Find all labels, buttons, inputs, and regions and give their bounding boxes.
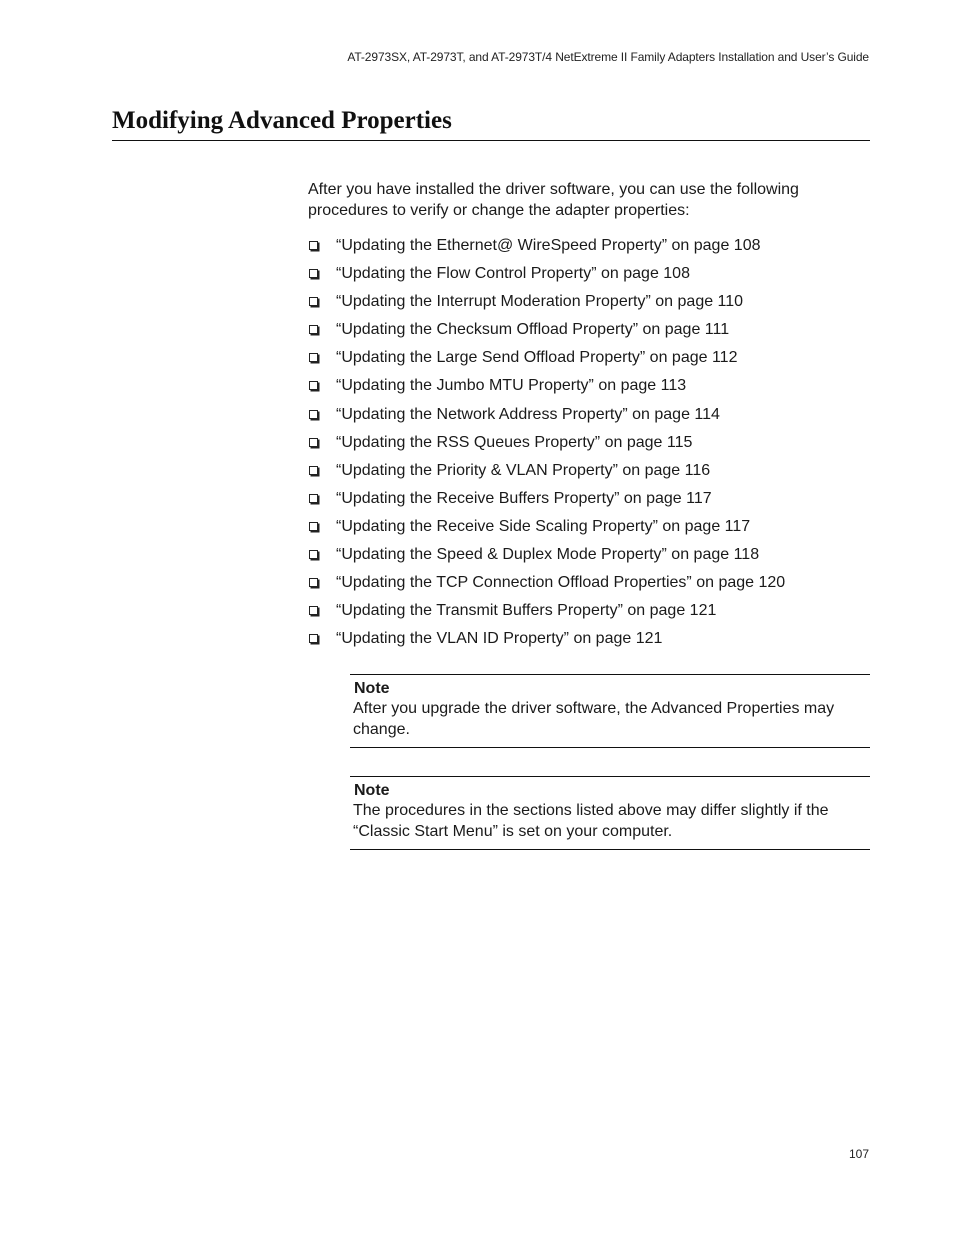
- checkbox-bullet-icon: [309, 578, 318, 587]
- procedure-link[interactable]: “Updating the Receive Buffers Property” on page 117: [336, 489, 712, 507]
- procedure-link[interactable]: “Updating the Large Send Offload Property” on page 112: [336, 349, 738, 367]
- procedure-item[interactable]: [308, 405, 868, 433]
- checkbox-bullet-icon: [309, 438, 318, 447]
- procedure-item[interactable]: [308, 433, 868, 461]
- checkbox-bullet-icon: [309, 269, 318, 278]
- procedure-item[interactable]: [308, 264, 868, 292]
- procedure-item[interactable]: [308, 489, 868, 517]
- procedure-item[interactable]: [308, 629, 868, 657]
- note-heading: Note: [354, 680, 390, 697]
- procedure-link[interactable]: “Updating the Jumbo MTU Property” on page 113: [336, 377, 687, 395]
- procedure-link[interactable]: “Updating the Network Address Property” on page 114: [336, 405, 720, 423]
- note-heading: Note: [354, 782, 390, 799]
- procedure-link[interactable]: “Updating the Checksum Offload Property” on page 111: [336, 321, 730, 339]
- checkbox-bullet-icon: [309, 381, 318, 390]
- checkbox-bullet-icon: [309, 522, 318, 531]
- procedure-item[interactable]: [308, 348, 868, 376]
- procedure-link[interactable]: “Updating the Priority & VLAN Property” on page 116: [336, 461, 711, 479]
- title-rule: [112, 140, 870, 141]
- checkbox-bullet-icon: [309, 550, 318, 559]
- checkbox-bullet-icon: [309, 410, 318, 419]
- checkbox-bullet-icon: [309, 353, 318, 362]
- procedure-item[interactable]: [308, 601, 868, 629]
- procedure-item[interactable]: [308, 461, 868, 489]
- checkbox-bullet-icon: [309, 634, 318, 643]
- procedure-item[interactable]: [308, 573, 868, 601]
- procedure-link[interactable]: “Updating the Interrupt Moderation Property” on page 110: [336, 293, 744, 311]
- note-box-classic-menu: [350, 776, 870, 850]
- checkbox-bullet-icon: [309, 466, 318, 475]
- procedure-link[interactable]: “Updating the Speed & Duplex Mode Property” on page 118: [336, 546, 760, 564]
- procedure-item[interactable]: [308, 320, 868, 348]
- note-text: The procedures in the sections listed above may differ slightly if the “Classic Start Menu” is set on your computer.: [353, 802, 829, 840]
- procedure-item[interactable]: [308, 517, 868, 545]
- procedure-item[interactable]: [308, 545, 868, 573]
- procedure-link[interactable]: “Updating the Transmit Buffers Property” on page 121: [336, 602, 717, 620]
- procedure-link[interactable]: “Updating the RSS Queues Property” on page 115: [336, 433, 693, 451]
- procedure-link[interactable]: “Updating the Receive Side Scaling Property” on page 117: [336, 517, 751, 535]
- checkbox-bullet-icon: [309, 494, 318, 503]
- procedure-item[interactable]: [308, 292, 868, 320]
- checkbox-bullet-icon: [309, 241, 318, 250]
- intro-paragraph: After you have installed the driver software, you can use the following procedures to verify or change the adapter properties:: [308, 181, 799, 219]
- procedure-link[interactable]: “Updating the Flow Control Property” on page 108: [336, 265, 690, 283]
- checkbox-bullet-icon: [309, 325, 318, 334]
- note-text: After you upgrade the driver software, the Advanced Properties may change.: [353, 700, 835, 738]
- procedure-link[interactable]: “Updating the VLAN ID Property” on page 121: [336, 630, 663, 648]
- procedure-list: [308, 236, 868, 657]
- page-number: 107: [848, 1147, 869, 1161]
- procedure-link[interactable]: “Updating the TCP Connection Offload Properties” on page 120: [336, 574, 786, 592]
- procedure-link[interactable]: “Updating the Ethernet@ WireSpeed Property” on page 108: [336, 237, 761, 254]
- checkbox-bullet-icon: [309, 606, 318, 615]
- checkbox-bullet-icon: [309, 297, 318, 306]
- procedure-item[interactable]: [308, 376, 868, 404]
- procedure-item[interactable]: [308, 236, 868, 264]
- page-title: Modifying Advanced Properties: [112, 107, 452, 134]
- note-box-upgrade: [350, 674, 870, 748]
- running-header: AT-2973SX, AT-2973T, and AT-2973T/4 NetExtreme II Family Adapters Installation and User’s Guide: [347, 50, 869, 64]
